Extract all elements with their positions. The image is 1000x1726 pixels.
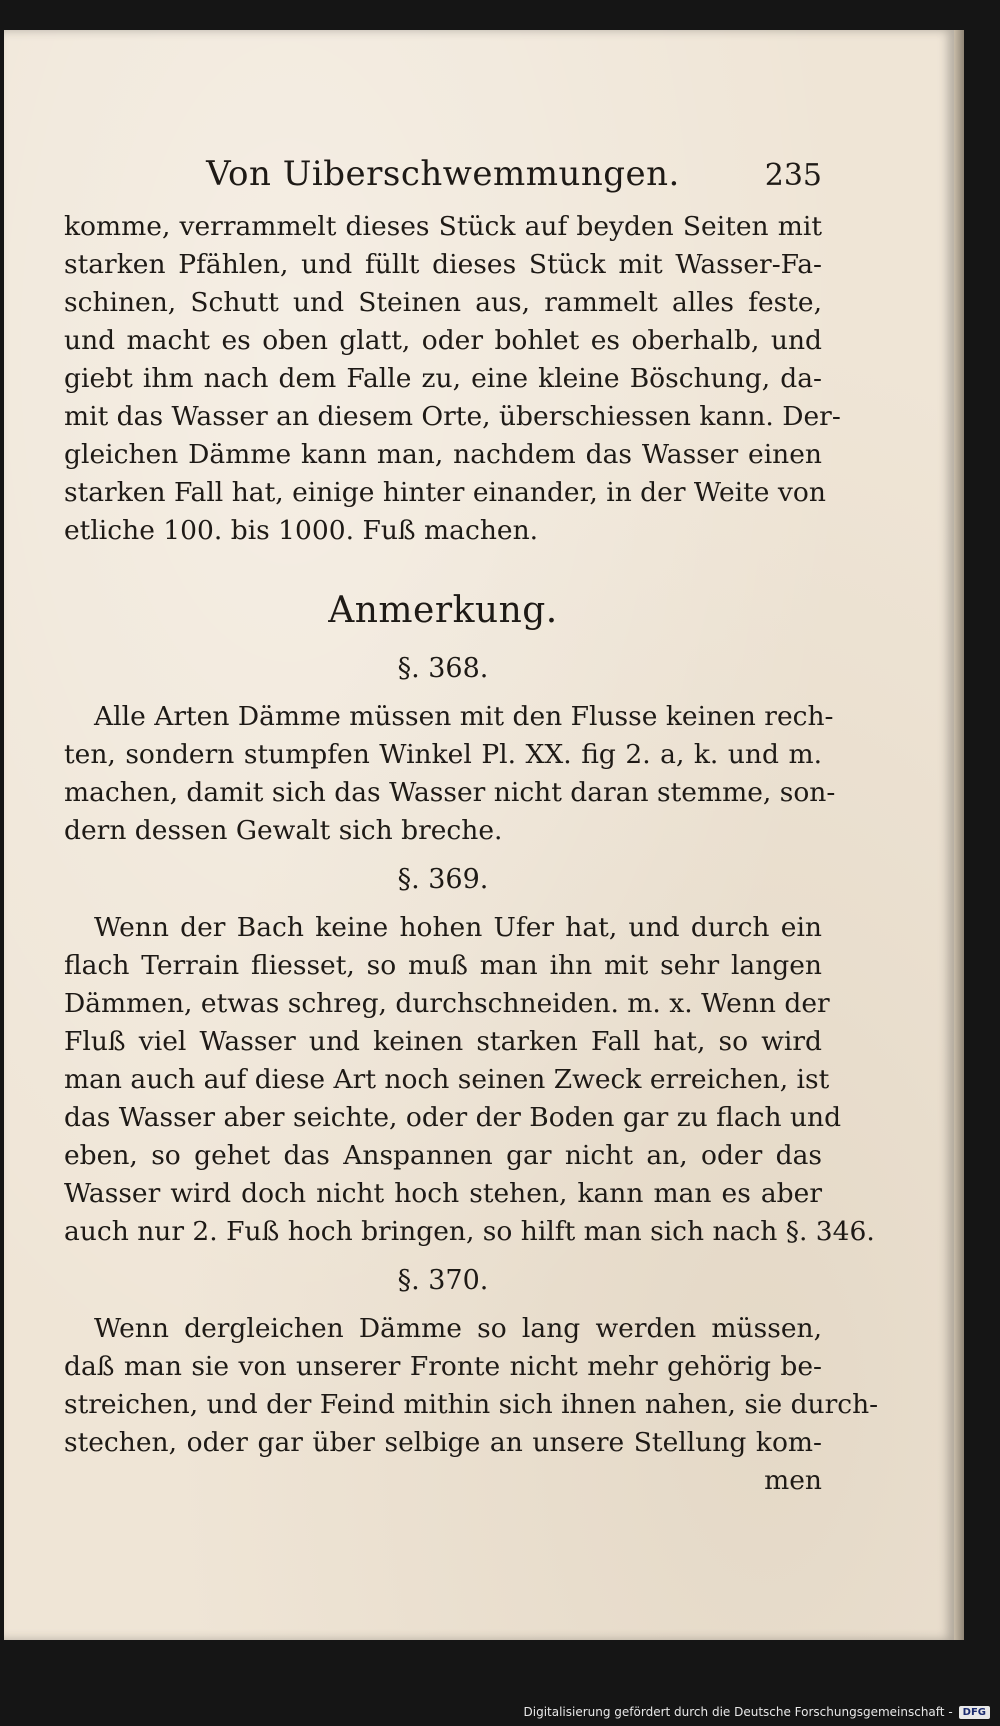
- running-title: Von Uiberschwemmungen.: [206, 154, 680, 194]
- paragraph-368: [64, 698, 836, 850]
- text-line: giebt ihm nach dem Falle zu, eine kleine Böschung, da-: [64, 363, 822, 394]
- text-line: starken Fall hat, einige hinter einander, in der Weite von: [64, 477, 826, 508]
- text-line: starken Pfählen, und füllt dieses Stück mit Wasser-Fa-: [64, 249, 822, 280]
- text-line: machen, damit sich das Wasser nicht daran stemme, son-: [64, 777, 836, 808]
- text-line: Wenn dergleichen Dämme so lang werden müssen,: [94, 1313, 822, 1344]
- text-line: komme, verrammelt dieses Stück auf beyden Seiten mit: [64, 211, 822, 242]
- text-line: flach Terrain fliesset, so muß man ihn mit sehr langen: [64, 950, 822, 981]
- catchword: men: [764, 1465, 822, 1496]
- text-line: Fluß viel Wasser und keinen starken Fall hat, so wird: [64, 1026, 822, 1057]
- paragraph-369: [64, 909, 875, 1251]
- credit-text: Digitalisierung gefördert durch die Deutsche Forschungsgemeinschaft -: [523, 1705, 953, 1719]
- section-heading: Anmerkung.: [328, 590, 558, 631]
- page-number: 235: [764, 158, 822, 193]
- text-line: Alle Arten Dämme müssen mit den Flusse keinen rech-: [94, 701, 834, 732]
- page-text: [64, 150, 879, 1500]
- section-number-369: §. 369.: [397, 864, 489, 895]
- text-line: streichen, und der Feind mithin sich ihnen nahen, sie durch-: [64, 1389, 879, 1420]
- paragraph-370: [64, 1310, 879, 1462]
- text-line: Wenn der Bach keine hohen Ufer hat, und durch ein: [94, 912, 822, 943]
- text-line: daß man sie von unserer Fronte nicht mehr gehörig be-: [64, 1351, 822, 1382]
- text-line: eben, so gehet das Anspannen gar nicht an, oder das: [64, 1140, 822, 1171]
- text-line: und macht es oben glatt, oder bohlet es oberhalb, und: [64, 325, 822, 356]
- text-line: dern dessen Gewalt sich breche.: [64, 815, 503, 846]
- text-line: gleichen Dämme kann man, nachdem das Wasser einen: [64, 439, 822, 470]
- section-number-368: §. 368.: [397, 653, 489, 684]
- page-edge: [954, 30, 964, 1640]
- text-line: man auch auf diese Art noch seinen Zweck erreichen, ist: [64, 1064, 830, 1095]
- text-line: auch nur 2. Fuß hoch bringen, so hilft man sich nach §. 346.: [64, 1216, 875, 1247]
- text-line: schinen, Schutt und Steinen aus, rammelt alles feste,: [64, 287, 822, 318]
- text-line: stechen, oder gar über selbige an unsere Stellung kom-: [64, 1427, 822, 1458]
- dfg-logo: DFG: [959, 1706, 990, 1719]
- digitization-credit: [524, 1702, 991, 1722]
- text-line: mit das Wasser an diesem Orte, überschiessen kann. Der-: [64, 401, 841, 432]
- running-header: [64, 150, 822, 202]
- text-line: ten, sondern stumpfen Winkel Pl. XX. fig 2. a, k. und m.: [64, 739, 822, 770]
- paragraph-continuation: [64, 208, 841, 550]
- text-line: etliche 100. bis 1000. Fuß machen.: [64, 515, 539, 546]
- text-line: Wasser wird doch nicht hoch stehen, kann man es aber: [64, 1178, 822, 1209]
- section-number-370: §. 370.: [397, 1265, 489, 1296]
- text-line: das Wasser aber seichte, oder der Boden gar zu flach und: [64, 1102, 842, 1133]
- text-line: Dämmen, etwas schreg, durchschneiden. m. x. Wenn der: [64, 988, 830, 1019]
